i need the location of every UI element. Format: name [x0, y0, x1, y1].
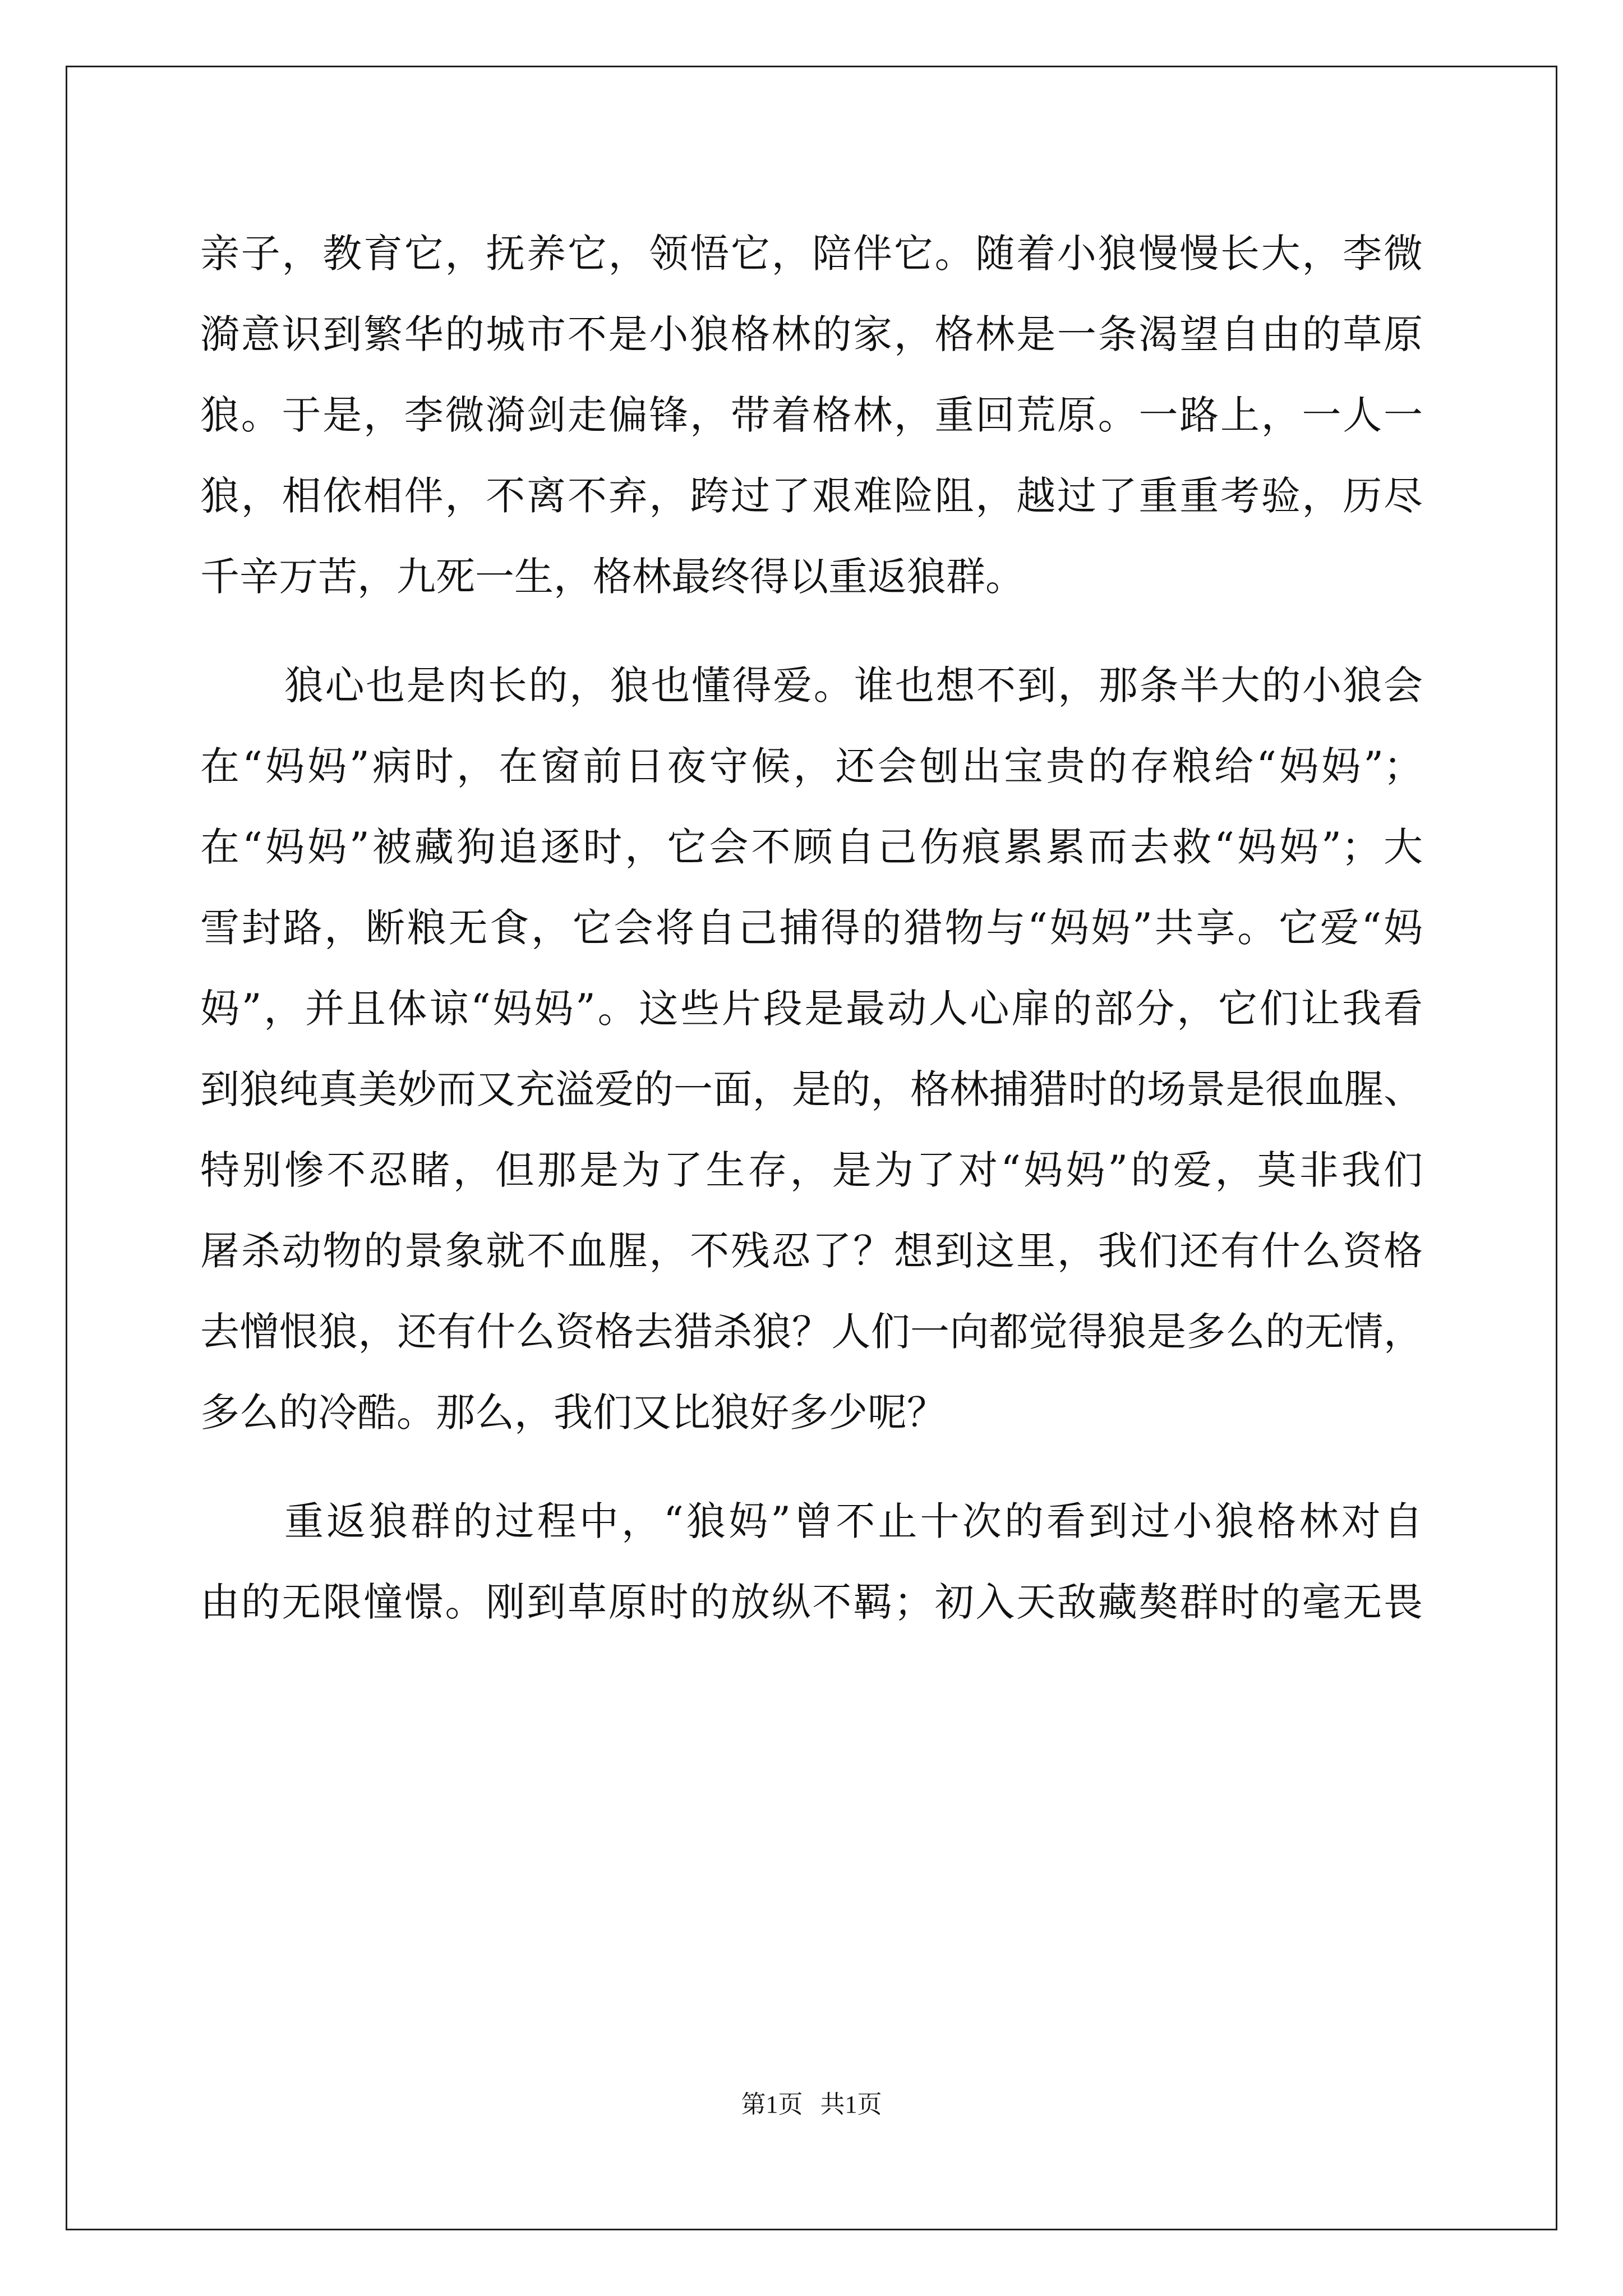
paragraph	[200, 213, 1423, 617]
paragraph-gap	[200, 617, 1423, 645]
page-total: 共1页	[820, 2091, 882, 2118]
text-line: 特别惨不忍睹，但那是为了生存，是为了对“妈妈”的爱，莫非我们	[200, 1147, 1423, 1193]
text-line: 雪封路，断粮无食，它会将自己捕得的猎物与“妈妈”共享。它爱“妈	[200, 905, 1423, 951]
paragraph-gap	[200, 1453, 1423, 1481]
body-text	[200, 213, 1423, 1642]
text-line: 千辛万苦，九死一生，格林最终得以重返狼群。	[200, 554, 1025, 600]
paragraph	[200, 1481, 1423, 1642]
text-line: 狼。于是，李微漪剑走偏锋，带着格林，重回荒原。一路上，一人一	[200, 392, 1423, 438]
text-line: 由的无限憧憬。刚到草原时的放纵不羁；初入天敌藏獒群时的毫无畏	[200, 1579, 1423, 1625]
text-line: 重返狼群的过程中，“狼妈”曾不止十次的看到过小狼格林对自	[284, 1498, 1423, 1544]
text-line: 在“妈妈”病时，在窗前日夜守候，还会刨出宝贵的存粮给“妈妈”；	[200, 743, 1423, 789]
page-number: 第1页	[741, 2091, 803, 2118]
text-line: 狼，相依相伴，不离不弃，跨过了艰难险阻，越过了重重考验，历尽	[200, 473, 1423, 519]
text-line: 狼心也是肉长的，狼也懂得爱。谁也想不到，那条半大的小狼会	[284, 662, 1423, 708]
page-footer	[0, 2084, 1623, 2120]
text-line: 在“妈妈”被藏狗追逐时，它会不顾自己伤痕累累而去救“妈妈”；大	[200, 824, 1423, 870]
text-line: 漪意识到繁华的城市不是小狼格林的家，格林是一条渴望自由的草原	[200, 311, 1423, 357]
text-line: 多么的冷酷。那么，我们又比狼好多少呢？	[200, 1389, 946, 1435]
text-line: 屠杀动物的景象就不血腥，不残忍了？想到这里，我们还有什么资格	[200, 1228, 1423, 1274]
text-line: 到狼纯真美妙而又充溢爱的一面，是的，格林捕猎时的场景是很血腥、	[200, 1066, 1423, 1112]
text-line: 亲子，教育它，抚养它，领悟它，陪伴它。随着小狼慢慢长大，李微	[200, 231, 1423, 277]
text-line: 妈”，并且体谅“妈妈”。这些片段是最动人心扉的部分，它们让我看	[200, 986, 1423, 1032]
text-line: 去憎恨狼，还有什么资格去猎杀狼？人们一向都觉得狼是多么的无情，	[200, 1309, 1423, 1355]
paragraph	[200, 645, 1423, 1453]
